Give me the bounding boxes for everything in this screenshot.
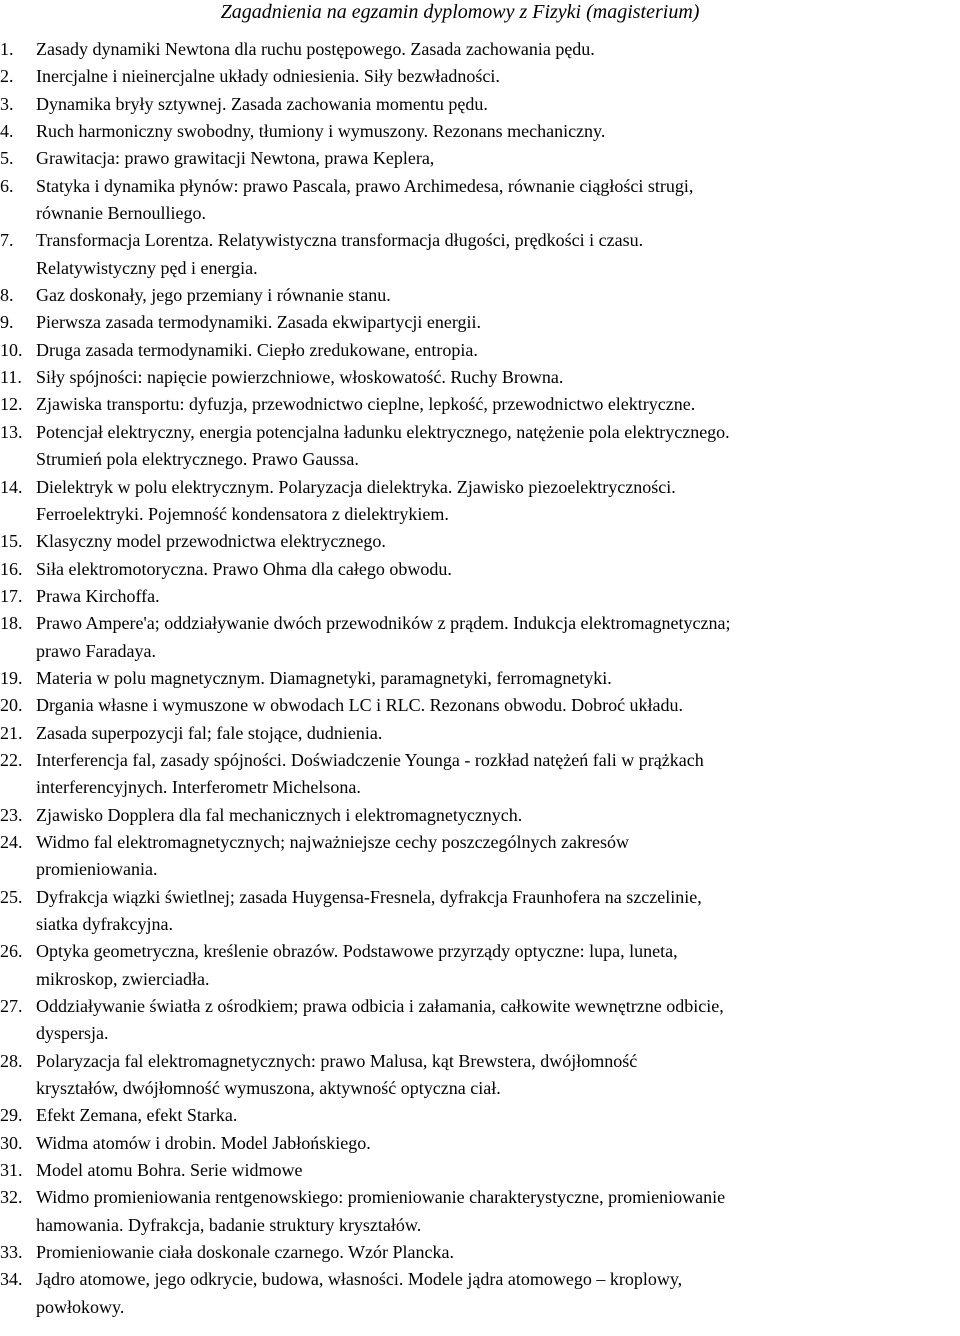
topic-text-line: mikroskop, zwierciadła. — [36, 968, 210, 989]
topic-text-line: Grawitacja: prawo grawitacji Newtona, prawa Keplera, — [36, 148, 435, 169]
topic-text-line: promieniowania. — [36, 859, 158, 880]
topic-number: 16. — [0, 558, 23, 579]
topic-number: 26. — [0, 941, 23, 962]
topic-item — [0, 474, 960, 529]
topic-item — [0, 227, 960, 282]
topic-number: 4. — [0, 121, 14, 142]
topic-item — [0, 337, 960, 364]
topic-text-line: Oddziaływanie światła z ośrodkiem; prawa odbicia i załamania, całkowite wewnętrzne odbicie, — [36, 996, 724, 1017]
topic-text-line: Model atomu Bohra. Serie widmowe — [36, 1160, 303, 1181]
topic-text-line: hamowania. Dyfrakcja, badanie struktury kryształów. — [36, 1214, 422, 1235]
topic-text-line: Siły spójności: napięcie powierzchniowe, włoskowatość. Ruchy Browna. — [36, 367, 564, 388]
topic-number: 28. — [0, 1050, 23, 1071]
topic-item — [0, 63, 960, 90]
topic-text-line: Prawa Kirchoffa. — [36, 585, 160, 606]
topic-text-line: równanie Bernoulliego. — [36, 203, 206, 224]
topic-item — [0, 884, 960, 939]
topic-text-line: Ruch harmoniczny swobodny, tłumiony i wymuszony. Rezonans mechaniczny. — [36, 121, 606, 142]
topic-item — [0, 1184, 960, 1239]
topic-number: 5. — [0, 148, 14, 169]
topic-item — [0, 364, 960, 391]
topic-text-line: Prawo Ampere'a; oddziaływanie dwóch przewodników z prądem. Indukcja elektromagnetyczna; — [36, 613, 731, 634]
topic-number: 18. — [0, 613, 23, 634]
topic-item — [0, 665, 960, 692]
topic-text-line: Potencjał elektryczny, energia potencjalna ładunku elektrycznego, natężenie pola elektrycznego. — [36, 421, 730, 442]
topic-item — [0, 829, 960, 884]
topic-number: 30. — [0, 1132, 23, 1153]
topic-number: 20. — [0, 695, 23, 716]
topic-item — [0, 993, 960, 1048]
document-title: Zagadnienia na egzamin dyplomowy z Fizyki (magisterium) — [220, 1, 700, 23]
topic-text-line: Pierwsza zasada termodynamiki. Zasada ekwipartycji energii. — [36, 312, 481, 333]
topic-item — [0, 1130, 960, 1157]
topic-item — [0, 145, 960, 172]
topic-item — [0, 610, 960, 665]
topic-number: 25. — [0, 886, 23, 907]
topic-number: 32. — [0, 1187, 23, 1208]
topic-text-line: Zasada superpozycji fal; fale stojące, dudnienia. — [36, 722, 383, 743]
topic-text-line: Dyfrakcja wiązki świetlnej; zasada Huygensa-Fresnela, dyfrakcja Fraunhofera na szczelinie, — [36, 886, 702, 907]
topic-item — [0, 118, 960, 145]
topic-number: 17. — [0, 585, 23, 606]
topic-number: 12. — [0, 394, 23, 415]
topic-text-line: Optyka geometryczna, kreślenie obrazów. Podstawowe przyrządy optyczne: lupa, luneta, — [36, 941, 678, 962]
topic-item — [0, 419, 960, 474]
topic-number: 33. — [0, 1242, 23, 1263]
topic-number: 7. — [0, 230, 14, 251]
topic-item — [0, 91, 960, 118]
topic-text-line: Efekt Zemana, efekt Starka. — [36, 1105, 238, 1126]
topic-number: 14. — [0, 476, 23, 497]
topic-number: 15. — [0, 531, 23, 552]
topic-number: 29. — [0, 1105, 23, 1126]
topic-item — [0, 309, 960, 336]
topic-item — [0, 391, 960, 418]
topic-text-line: Siła elektromotoryczna. Prawo Ohma dla całego obwodu. — [36, 558, 452, 579]
topic-number: 34. — [0, 1269, 23, 1290]
topic-number: 19. — [0, 667, 23, 688]
topic-item — [0, 720, 960, 747]
topic-text-line: dyspersja. — [36, 1023, 109, 1044]
topic-number: 24. — [0, 831, 23, 852]
topic-number: 6. — [0, 175, 14, 196]
topic-number: 22. — [0, 749, 23, 770]
topic-text-line: Widma atomów i drobin. Model Jabłońskiego. — [36, 1132, 371, 1153]
topic-text-line: interferencyjnych. Interferometr Michelsona. — [36, 777, 361, 798]
topic-number: 31. — [0, 1160, 23, 1181]
topic-item — [0, 1239, 960, 1266]
topic-text-line: kryształów, dwójłomność wymuszona, aktywność optyczna ciał. — [36, 1078, 501, 1099]
topic-item — [0, 1266, 960, 1321]
topic-text-line: Jądro atomowe, jego odkrycie, budowa, własności. Modele jądra atomowego – kroplowy, — [36, 1269, 683, 1290]
topic-number: 13. — [0, 421, 23, 442]
topic-number: 21. — [0, 722, 23, 743]
topic-number: 23. — [0, 804, 23, 825]
topic-text-line: Promieniowanie ciała doskonale czarnego. Wzór Plancka. — [36, 1242, 455, 1263]
topic-number: 8. — [0, 285, 14, 306]
topic-text-line: Strumień pola elektrycznego. Prawo Gaussa. — [36, 449, 359, 470]
topic-item — [0, 36, 960, 63]
topic-text-line: Klasyczny model przewodnictwa elektrycznego. — [36, 531, 386, 552]
topic-text-line: powłokowy. — [36, 1296, 125, 1317]
topic-item — [0, 938, 960, 993]
topic-item — [0, 173, 960, 228]
topic-text-line: Polaryzacja fal elektromagnetycznych: prawo Malusa, kąt Brewstera, dwójłomność — [36, 1050, 638, 1071]
topic-text-line: siatka dyfrakcyjna. — [36, 914, 173, 934]
topic-text-line: Widmo promieniowania rentgenowskiego: promieniowanie charakterystyczne, promieniowanie — [36, 1187, 726, 1208]
topic-number: 11. — [0, 367, 22, 388]
topic-text-line: Ferroelektryki. Pojemność kondensatora z dielektrykiem. — [36, 503, 449, 524]
topic-text-line: Dielektryk w polu elektrycznym. Polaryzacja dielektryka. Zjawisko piezoelektryczności. — [36, 476, 676, 497]
topic-item — [0, 802, 960, 829]
topic-text-line: Transformacja Lorentza. Relatywistyczna transformacja długości, prędkości i czasu. — [36, 230, 644, 251]
topic-number: 1. — [0, 39, 14, 59]
topic-text-line: prawo Faradaya. — [36, 640, 156, 661]
topic-item — [0, 1048, 960, 1103]
topic-item — [0, 1102, 960, 1129]
topic-number: 2. — [0, 66, 14, 87]
topic-number: 9. — [0, 312, 14, 333]
topic-text-line: Interferencja fal, zasady spójności. Doświadczenie Younga - rozkład natężeń fali w prążkach — [36, 749, 704, 770]
topic-text-line: Zjawisko Dopplera dla fal mechanicznych i elektromagnetycznych. — [36, 804, 523, 825]
topic-text-line: Statyka i dynamika płynów: prawo Pascala, prawo Archimedesa, równanie ciągłości strugi, — [36, 175, 694, 196]
topic-text-line: Inercjalne i nieinercjalne układy odniesienia. Siły bezwładności. — [36, 66, 500, 87]
topic-item — [0, 747, 960, 802]
topic-item — [0, 583, 960, 610]
topic-list — [0, 36, 960, 1321]
topic-item — [0, 692, 960, 719]
topic-number: 27. — [0, 996, 23, 1017]
topic-number: 10. — [0, 339, 23, 360]
topic-text-line: Zjawiska transportu: dyfuzja, przewodnictwo cieplne, lepkość, przewodnictwo elektryczne. — [36, 394, 696, 415]
topic-item — [0, 528, 960, 555]
topic-text-line: Materia w polu magnetycznym. Diamagnetyki, paramagnetyki, ferromagnetyki. — [36, 667, 612, 688]
topic-text-line: Dynamika bryły sztywnej. Zasada zachowania momentu pędu. — [36, 93, 488, 114]
topic-text-line: Druga zasada termodynamiki. Ciepło zredukowane, entropia. — [36, 339, 478, 360]
topic-item — [0, 282, 960, 309]
topic-text-line: Drgania własne i wymuszone w obwodach LC i RLC. Rezonans obwodu. Dobroć układu. — [36, 695, 684, 716]
topic-text-line: Relatywistyczny pęd i energia. — [36, 257, 258, 278]
topic-number: 3. — [0, 93, 14, 114]
topic-text-line: Widmo fal elektromagnetycznych; najważniejsze cechy poszczególnych zakresów — [36, 831, 630, 852]
topic-item — [0, 556, 960, 583]
topic-item — [0, 1157, 960, 1184]
topic-text-line: Gaz doskonały, jego przemiany i równanie stanu. — [36, 285, 391, 306]
topic-text-line: Zasady dynamiki Newtona dla ruchu postępowego. Zasada zachowania pędu. — [36, 39, 595, 59]
